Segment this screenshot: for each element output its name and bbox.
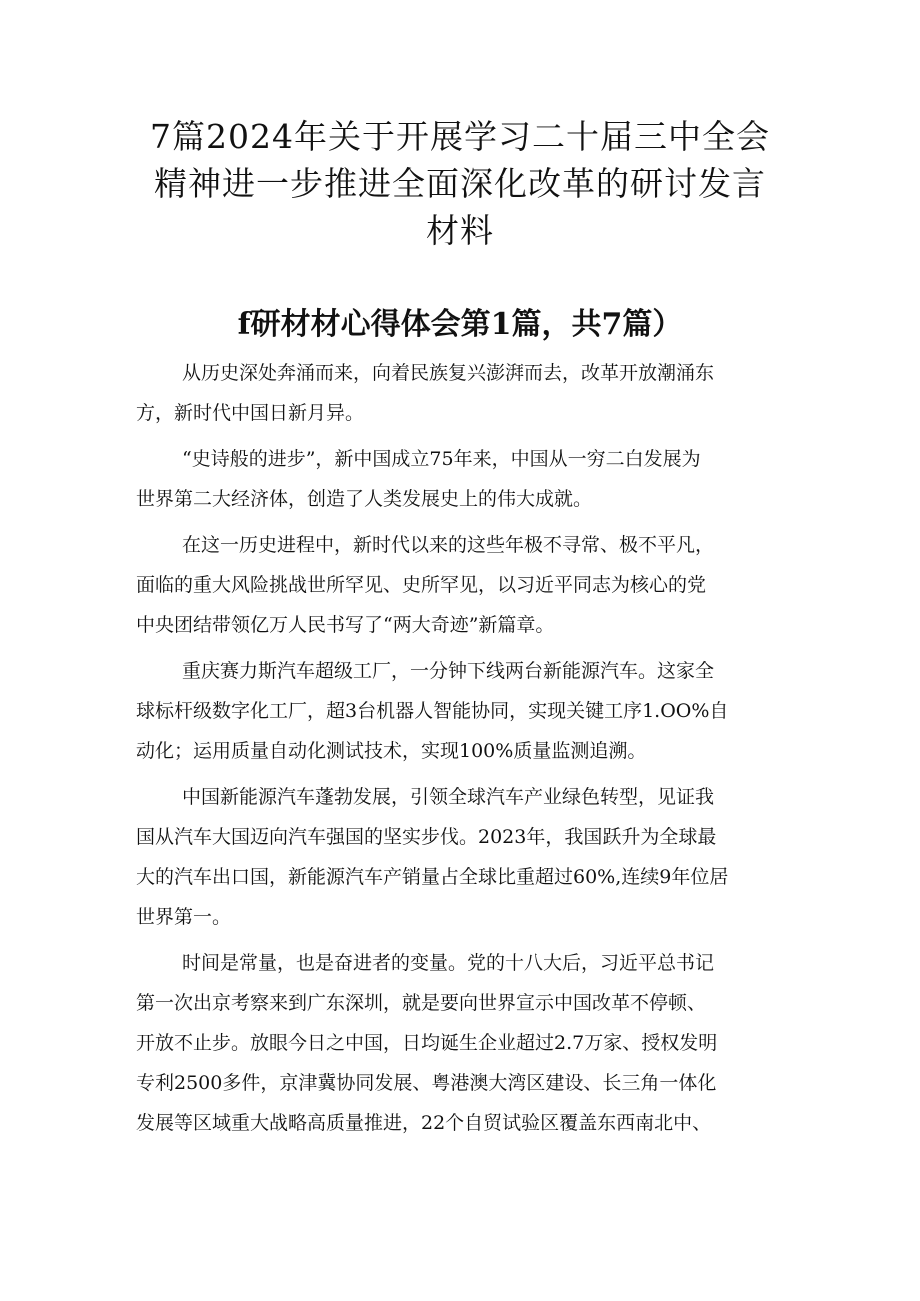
paragraph	[136, 353, 796, 433]
paragraph-line: 方，新时代中国日新月异。	[136, 402, 365, 424]
title-line: 7篇2024年关于开展学习二十届三中全会	[150, 117, 770, 156]
paragraph-line: 面临的重大风险挑战世所罕见、史所罕见，以习近平同志为核心的党	[136, 574, 707, 596]
document-body	[136, 353, 796, 1149]
paragraph-line: 世界第一。	[136, 906, 232, 928]
paragraph	[136, 777, 796, 937]
title-line: 精神进一步推进全面深化改革的研讨发言	[154, 164, 766, 203]
title-line: 材料	[426, 211, 494, 250]
paragraph-line: 动化；运用质量自动化测试技术，实现100%质量监测追溯。	[136, 740, 647, 762]
paragraph-line: 在这一历史进程中，新时代以来的这些年极不寻常、极不平凡，	[182, 534, 715, 556]
paragraph	[136, 525, 796, 645]
paragraph-line: 世界第二大经济体，创造了人类发展史上的伟大成就。	[136, 488, 593, 510]
section-heading: f研材材心得体会第1篇，共7篇）	[237, 307, 683, 342]
paragraph-line: 发展等区域重大战略高质量推进，22个自贸试验区覆盖东西南北中、	[136, 1112, 712, 1134]
paragraph-line: 专利2500多件，京津冀协同发展、粤港澳大湾区建设、长三角一体化	[136, 1072, 717, 1094]
paragraph-line: “史诗般的进步”，新中国成立75年来，中国从一穷二白发展为	[182, 448, 701, 470]
paragraph-line: 时间是常量，也是奋进者的变量。党的十八大后，习近平总书记	[182, 952, 715, 974]
paragraph-line: 开放不止步。放眼今日之中国，日均诞生企业超过2.7万家、授权发明	[136, 1032, 718, 1054]
paragraph-line: 重庆赛力斯汽车超级工厂，一分钟下线两台新能源汽车。这家全	[182, 660, 715, 682]
paragraph-line: 球标杆级数字化工厂，超3台机器人智能协同，实现关键工序1.OO%自	[136, 700, 729, 722]
document-title	[120, 113, 800, 254]
paragraph-line: 中央团结带领亿万人民书写了“两大奇迹”新篇章。	[136, 614, 555, 636]
paragraph	[136, 439, 796, 519]
paragraph-line: 大的汽车出口国，新能源汽车产销量占全球比重超过60%,连续9年位居	[136, 866, 729, 888]
paragraph-line: 第一次出京考察来到广东深圳，就是要向世界宣示中国改革不停顿、	[136, 992, 707, 1014]
paragraph	[136, 651, 796, 771]
paragraph-line: 中国新能源汽车蓬勃发展，引领全球汽车产业绿色转型，见证我	[182, 786, 715, 808]
paragraph-line: 国从汽车大国迈向汽车强国的坚实步伐。2023年，我国跃升为全球最	[136, 826, 717, 848]
paragraph	[136, 943, 796, 1143]
paragraph-line: 从历史深处奔涌而来，向着民族复兴澎湃而去，改革开放潮涌东	[182, 362, 715, 384]
